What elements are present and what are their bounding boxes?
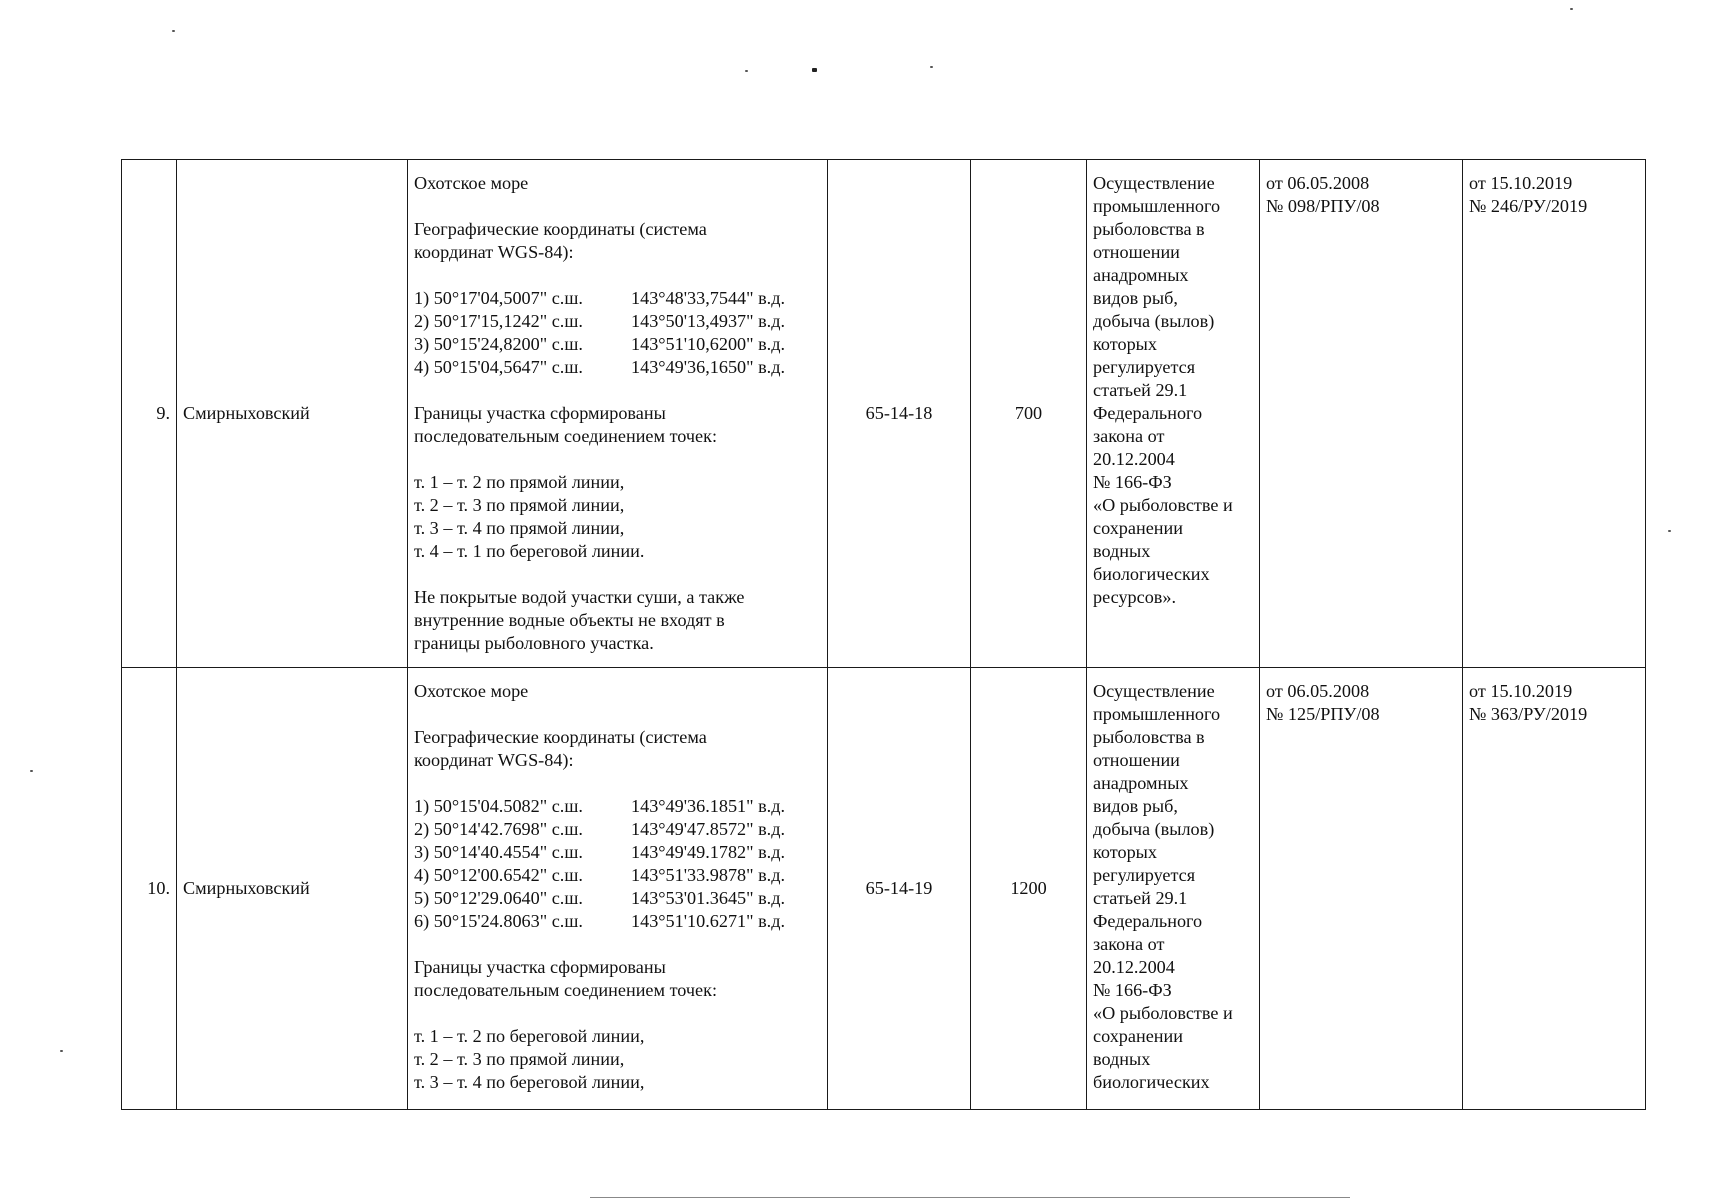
agreement-number: № 098/РПУ/08 [1266,196,1380,216]
longitude: 143°48'33,7544" в.д. [631,288,786,308]
purpose-line: регулируется [1093,357,1196,377]
coordinate-row [414,910,821,933]
site-description [408,160,828,668]
scan-speck [172,30,175,32]
district-name: Смирныховский [177,160,408,668]
site-code: 65-14-18 [828,160,971,668]
purpose-line: которых [1093,842,1157,862]
coords-title-line: Географические координаты (система [414,219,707,239]
latitude: 6) 50°15'24.8063" с.ш. [414,911,583,931]
decision-cell [1463,668,1646,1110]
coordinate-row [414,310,821,333]
decision-number: № 363/РУ/2019 [1469,704,1588,724]
scan-speck [812,68,817,72]
latitude: 3) 50°14'40.4554" с.ш. [414,842,583,862]
decision-number: № 246/РУ/2019 [1469,196,1588,216]
site-description [408,668,828,1110]
district-name: Смирныховский [177,668,408,1110]
boundary-segment: т. 4 – т. 1 по береговой линии. [414,541,645,561]
decision-cell [1463,160,1646,668]
coords-title-line: Географические координаты (система [414,727,707,747]
purpose-line: Федерального [1093,403,1203,423]
purpose-line: промышленного [1093,704,1221,724]
decision-date: от 15.10.2019 [1469,173,1573,193]
latitude: 2) 50°14'42.7698" с.ш. [414,819,583,839]
purpose-line: добыча (вылов) [1093,819,1215,839]
coordinate-row [414,818,821,841]
agreement-cell [1260,160,1463,668]
scan-speck [745,70,748,72]
purpose-cell [1087,160,1260,668]
scan-speck [1668,530,1671,532]
row-number: 10. [122,668,177,1110]
purpose-line: статьей 29.1 [1093,888,1188,908]
latitude: 3) 50°15'24,8200" с.ш. [414,334,583,354]
boundary-segment: т. 1 – т. 2 по прямой линии, [414,472,625,492]
purpose-line: закона от [1093,426,1165,446]
purpose-line: «О рыболовстве и [1093,495,1233,515]
purpose-line: промышленного [1093,196,1221,216]
purpose-line: биологических [1093,1072,1210,1092]
purpose-line: видов рыб, [1093,796,1178,816]
table-row [122,160,1646,668]
agreement-date: от 06.05.2008 [1266,173,1370,193]
latitude: 4) 50°15'04,5647" с.ш. [414,357,583,377]
scan-speck [30,770,33,772]
longitude: 143°51'10,6200" в.д. [631,334,786,354]
latitude: 1) 50°17'04,5007" с.ш. [414,288,583,308]
scan-speck [1570,8,1573,10]
agreement-date: от 06.05.2008 [1266,681,1370,701]
boundary-title-line: последовательным соединением точек: [414,426,718,446]
boundary-title-line: Границы участка сформированы [414,403,666,423]
purpose-line: отношении [1093,750,1180,770]
sea-name: Охотское море [414,681,529,701]
note-line: внутренние водные объекты не входят в [414,610,725,630]
longitude: 143°49'47.8572" в.д. [631,819,786,839]
agreement-cell [1260,668,1463,1110]
purpose-line: 20.12.2004 [1093,449,1175,469]
longitude: 143°49'49.1782" в.д. [631,842,786,862]
boundary-segment: т. 2 – т. 3 по прямой линии, [414,495,625,515]
coordinate-row [414,864,821,887]
coordinate-row [414,356,821,379]
table-row [122,668,1646,1110]
purpose-line: Осуществление [1093,173,1215,193]
purpose-line: отношении [1093,242,1180,262]
boundary-segment: т. 1 – т. 2 по береговой линии, [414,1026,645,1046]
longitude: 143°49'36,1650" в.д. [631,357,786,377]
longitude: 143°51'33.9878" в.д. [631,865,786,885]
decision-date: от 15.10.2019 [1469,681,1573,701]
latitude: 2) 50°17'15,1242" с.ш. [414,311,583,331]
purpose-line: Осуществление [1093,681,1215,701]
purpose-line: анадромных [1093,773,1189,793]
purpose-line: сохранении [1093,1026,1183,1046]
longitude: 143°53'01.3645" в.д. [631,888,786,908]
scan-speck [930,66,933,68]
purpose-line: видов рыб, [1093,288,1178,308]
purpose-line: анадромных [1093,265,1189,285]
longitude: 143°49'36.1851" в.д. [631,796,786,816]
purpose-line: № 166-ФЗ [1093,980,1172,1000]
coords-title-line: координат WGS-84): [414,242,574,262]
purpose-line: рыболовства в [1093,219,1205,239]
purpose-line: биологических [1093,564,1210,584]
fishing-sites-table [121,159,1646,1110]
site-code: 65-14-19 [828,668,971,1110]
site-area: 1200 [971,668,1087,1110]
latitude: 1) 50°15'04.5082" с.ш. [414,796,583,816]
purpose-line: регулируется [1093,865,1196,885]
row-number: 9. [122,160,177,668]
purpose-cell [1087,668,1260,1110]
purpose-line: 20.12.2004 [1093,957,1175,977]
note-line: границы рыболовного участка. [414,633,654,653]
coordinate-row [414,795,821,818]
scan-edge-line [590,1197,1350,1198]
latitude: 4) 50°12'00.6542" с.ш. [414,865,583,885]
boundary-segment: т. 3 – т. 4 по прямой линии, [414,518,625,538]
coordinate-row [414,333,821,356]
coordinate-row [414,887,821,910]
purpose-line: Федерального [1093,911,1203,931]
coordinate-row [414,841,821,864]
boundary-segment: т. 3 – т. 4 по береговой линии, [414,1072,645,1092]
longitude: 143°50'13,4937" в.д. [631,311,786,331]
latitude: 5) 50°12'29.0640" с.ш. [414,888,583,908]
coordinate-row [414,287,821,310]
sea-name: Охотское море [414,173,529,193]
boundary-title-line: Границы участка сформированы [414,957,666,977]
scan-speck [60,1050,63,1052]
purpose-line: «О рыболовстве и [1093,1003,1233,1023]
note-line: Не покрытые водой участки суши, а также [414,587,745,607]
purpose-line: добыча (вылов) [1093,311,1215,331]
purpose-line: рыболовства в [1093,727,1205,747]
agreement-number: № 125/РПУ/08 [1266,704,1380,724]
purpose-line: ресурсов». [1093,587,1177,607]
purpose-line: статьей 29.1 [1093,380,1188,400]
purpose-line: закона от [1093,934,1165,954]
site-area: 700 [971,160,1087,668]
purpose-line: № 166-ФЗ [1093,472,1172,492]
coords-title-line: координат WGS-84): [414,750,574,770]
purpose-line: водных [1093,541,1151,561]
boundary-title-line: последовательным соединением точек: [414,980,718,1000]
purpose-line: сохранении [1093,518,1183,538]
longitude: 143°51'10.6271" в.д. [631,911,786,931]
boundary-segment: т. 2 – т. 3 по прямой линии, [414,1049,625,1069]
purpose-line: водных [1093,1049,1151,1069]
purpose-line: которых [1093,334,1157,354]
